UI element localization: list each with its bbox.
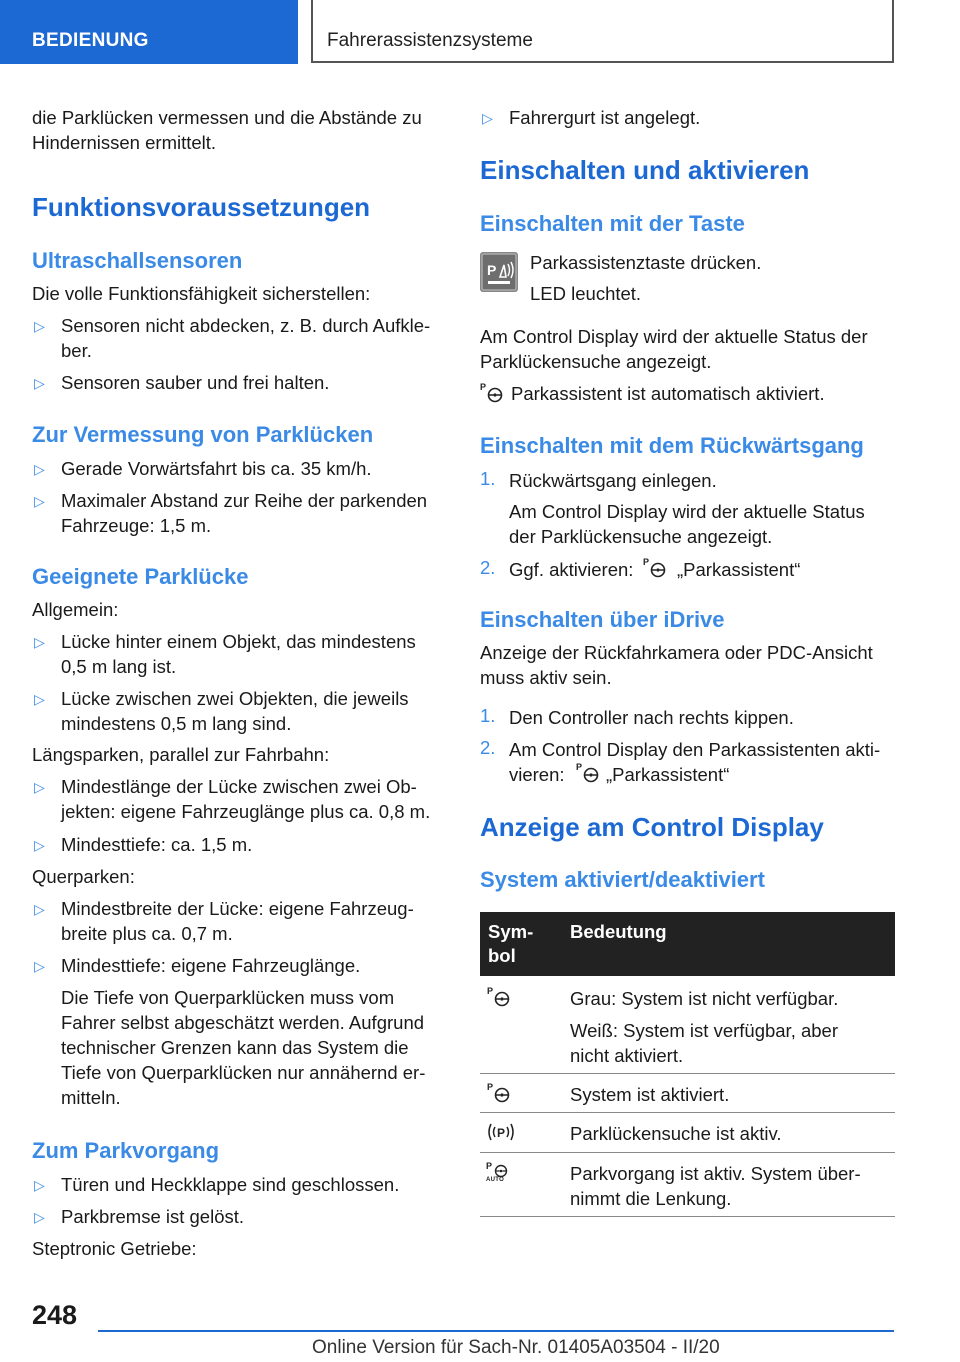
heading-funktionsvoraussetzungen: Funktionsvoraussetzungen [32,192,371,222]
table-divider [480,1112,895,1113]
heading-einschalten-aktivieren: Einschalten und aktivieren [480,155,810,185]
svg-text:P: P [487,986,494,996]
section-title: BEDIENUNG [32,30,149,51]
bullet-icon: ▷ [34,958,45,974]
idrive-step-2-b: vieren: [509,764,565,785]
bullet-icon: ▷ [34,779,45,795]
geeig-b1-line2: 0,5 m lang ist. [61,656,177,677]
bullet-icon: ▷ [482,110,493,126]
rueck-sub-2: der Parklückensuche angezeigt. [509,526,773,547]
svg-text:P: P [643,557,650,567]
heading-rueckwaertsgang: Einschalten mit dem Rückwärtsgang [480,433,864,458]
heading-einschalten-taste: Einschalten mit der Taste [480,211,745,236]
heading-idrive: Einschalten über iDrive [480,607,725,632]
laengs-b1-line2: jekten: eigene Fahrzeuglänge plus ca. 0,8 m. [61,801,431,822]
taste-step-1: Parkassistenztaste drücken. [530,252,762,273]
geeig-b2-line2: mindestens 0,5 m lang sind. [61,713,292,734]
park-assist-icon [643,556,667,585]
heading-zum-parkvorgang: Zum Parkvorgang [32,1138,220,1163]
taste-step-2: LED leuchtet. [530,283,642,304]
svg-text:P: P [487,262,497,278]
verm-b1: Gerade Vorwärtsfahrt bis ca. 35 km/h. [61,458,372,479]
bullet-icon: ▷ [34,1209,45,1225]
park-assist-icon [480,381,504,410]
ultra-intro: Die volle Funktionsfähigkeit sicherstellen: [32,283,371,304]
table-row2-text: System ist aktiviert. [570,1084,730,1105]
bullet-icon: ▷ [34,837,45,853]
park-assist-auto-icon [486,1160,512,1189]
table-row4-line1: Parkvorgang ist aktiv. System über- [570,1163,861,1184]
bullet-icon: ▷ [34,1177,45,1193]
bullet-icon: ▷ [34,691,45,707]
rueck-step-1: Rückwärtsgang einlegen. [509,470,717,491]
step-number: 1. [480,468,496,489]
heading-ultraschallsensoren: Ultraschallsensoren [32,248,243,273]
table-row1-text: Grau: System ist nicht verfügbar. [570,988,839,1009]
auto-label: AUTO [486,1177,505,1183]
heading-geeignete-parkluecke: Geeignete Parklücke [32,564,249,589]
heading-vermessung: Zur Vermessung von Parklücken [32,422,374,447]
svg-text:P: P [487,1082,494,1092]
ultra-b1-line1: Sensoren nicht abdecken, z. B. durch Aufkle- [61,315,431,336]
idrive-step-1: Den Controller nach rechts kippen. [509,707,794,728]
quer-note-2: Fahrer selbst abgeschätzt werden. Aufgrund [61,1012,425,1033]
chapter-title: Fahrerassistenzsysteme [327,30,533,51]
table-header [480,912,895,976]
table-col-meaning: Bedeutung [570,921,667,942]
park-assist-icon [576,761,600,790]
park-assist-button-icon [480,252,518,292]
laengs-label: Längsparken, parallel zur Fahrbahn: [32,744,330,765]
table-row4-line2: nimmt die Lenkung. [570,1188,732,1209]
parking-space-search-icon [486,1121,516,1148]
footer-rule [98,1330,894,1332]
svg-text:P: P [576,762,583,772]
verm-b2-line1: Maximaler Abstand zur Reihe der parkenden [61,490,428,511]
idrive-step-2-c: „Parkassistent“ [606,764,730,785]
idrive-intro-2: muss aktiv sein. [480,667,612,688]
rueck-step-2-a: Ggf. aktivieren: [509,559,634,580]
quer-note-3: technischer Grenzen kann das System die [61,1037,409,1058]
park-assist-active-icon [487,1081,511,1110]
quer-b1-line2: breite plus ca. 0,7 m. [61,923,233,944]
laengs-b2: Mindesttiefe: ca. 1,5 m. [61,834,253,855]
svg-text:P: P [480,382,487,392]
cd-line-2: Parklückensuche angezeigt. [480,351,712,372]
quer-label: Querparken: [32,866,135,887]
step-number: 1. [480,705,496,726]
footer-version-text: Online Version für Sach-Nr. 01405A03504 - II/20 [312,1337,720,1358]
laengs-b1-line1: Mindestlänge der Lücke zwischen zwei Ob- [61,776,417,797]
svg-text:P: P [497,1126,506,1140]
bullet-icon: ▷ [34,375,45,391]
bullet-icon: ▷ [34,318,45,334]
bullet-icon: ▷ [34,901,45,917]
park-assist-icon [487,985,511,1014]
step-number: 2. [480,557,496,578]
heading-anzeige: Anzeige am Control Display [480,812,824,842]
ultra-b2: Sensoren sauber und frei halten. [61,372,330,393]
table-row1b-line2: nicht aktiviert. [570,1045,684,1066]
heading-system-status: System aktiviert/deaktiviert [480,867,765,892]
zum-b2: Parkbremse ist gelöst. [61,1206,245,1227]
idrive-intro-1: Anzeige der Rückfahrkamera oder PDC-Ansicht [480,642,873,663]
svg-text:P: P [486,1161,493,1171]
cd-line-1: Am Control Display wird der aktuelle Status der [480,326,868,347]
intro-line-2: Hindernissen ermittelt. [32,132,217,153]
bullet-icon: ▷ [34,493,45,509]
bullet-icon: ▷ [34,634,45,650]
idrive-step-2-a: Am Control Display den Parkassistenten akti- [509,739,881,760]
verm-b2-line2: Fahrzeuge: 1,5 m. [61,515,212,536]
geeig-b2-line1: Lücke zwischen zwei Objekten, die jeweils [61,688,409,709]
allgemein-label: Allgemein: [32,599,119,620]
rueck-sub-1: Am Control Display wird der aktuelle Status [509,501,865,522]
gurt-text: Fahrergurt ist angelegt. [509,107,701,128]
chapter-header [311,0,894,63]
table-divider [480,1216,895,1217]
table-divider [480,1073,895,1074]
quer-note-4: Tiefe von Querparklücken nur annähernd er- [61,1062,426,1083]
table-col-symbol-2: bol [488,945,516,966]
table-divider [480,1152,895,1153]
bullet-icon: ▷ [34,461,45,477]
ultra-b1-line2: ber. [61,340,92,361]
page-number: 248 [32,1300,78,1330]
geeig-b1-line1: Lücke hinter einem Objekt, das mindestens [61,631,416,652]
steptronic-label: Steptronic Getriebe: [32,1238,197,1259]
table-row3-text: Parklückensuche ist aktiv. [570,1123,782,1144]
table-col-symbol-1: Sym- [488,921,534,942]
step-number: 2. [480,737,496,758]
quer-b2: Mindesttiefe: eigene Fahrzeuglänge. [61,955,361,976]
section-tab [0,0,298,64]
quer-note-5: mitteln. [61,1087,121,1108]
table-row1b-line1: Weiß: System ist verfügbar, aber [570,1020,839,1041]
intro-line-1: die Parklücken vermessen und die Abstände zu [32,107,422,128]
zum-b1: Türen und Heckklappe sind geschlossen. [61,1174,400,1195]
quer-note-1: Die Tiefe von Querparklücken muss vom [61,987,395,1008]
auto-activated-text: Parkassistent ist automatisch aktiviert. [511,383,825,404]
rueck-step-2-b: „Parkassistent“ [677,559,801,580]
quer-b1-line1: Mindestbreite der Lücke: eigene Fahrzeug- [61,898,414,919]
